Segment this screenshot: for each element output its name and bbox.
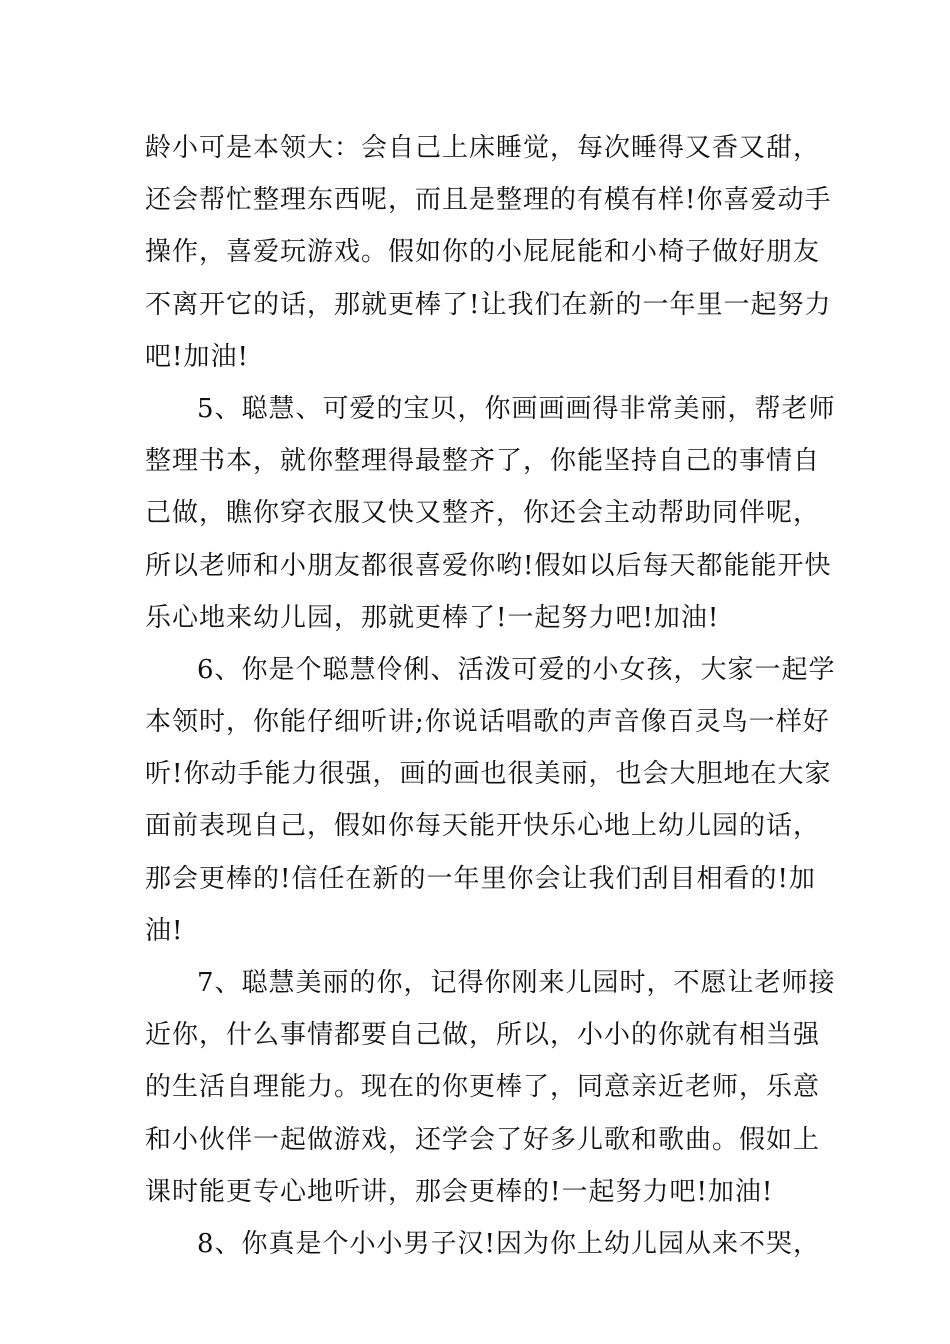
text-line: 乐心地来幼儿园，那就更棒了!一起努力吧!加油! <box>145 602 720 633</box>
text-line: 油! <box>145 915 184 946</box>
text-line: 近你，什么事情都要自己做，所以，小小的你就有相当强 <box>145 1020 821 1051</box>
text-line: 龄小可是本领大：会自己上床睡觉，每次睡得又香又甜， <box>145 133 821 163</box>
paragraph-6-start: 6、你是个聪慧伶俐、活泼可爱的小女孩，大家一起学 <box>197 654 836 685</box>
paragraph-5-start: 5、聪慧、可爱的宝贝，你画画画得非常美丽，帮老师 <box>197 393 836 424</box>
text-line: 的生活自理能力。现在的你更棒了，同意亲近老师，乐意 <box>145 1072 821 1103</box>
text-line: 课时能更专心地听讲，那会更棒的!一起努力吧!加油! <box>145 1176 774 1207</box>
paragraph-7-start: 7、聪慧美丽的你，记得你刚来儿园时，不愿让老师接 <box>197 968 836 998</box>
text-line: 本领时，你能仔细听讲;你说话唱歌的声音像百灵鸟一样好 <box>145 707 830 738</box>
text-line: 还会帮忙整理东西呢，而且是整理的有模有样!你喜爱动手 <box>145 185 832 216</box>
text-line: 吧!加油! <box>145 341 249 372</box>
paragraph-8-start: 8、你真是个小小男子汉!因为你上幼儿园从来不哭， <box>197 1228 820 1259</box>
text-line: 面前表现自己，假如你每天能开快乐心地上幼儿园的话， <box>145 811 821 842</box>
document-body <box>145 126 836 1274</box>
text-line: 己做，瞧你穿衣服又快又整齐，你还会主动帮助同伴呢， <box>145 498 821 529</box>
text-line: 整理书本，就你整理得最整齐了，你能坚持自己的事情自 <box>145 446 821 477</box>
text-line: 那会更棒的!信任在新的一年里你会让我们刮目相看的!加 <box>145 863 816 894</box>
text-line: 操作，喜爱玩游戏。假如你的小屁屁能和小椅子做好朋友 <box>145 237 821 268</box>
text-line: 听!你动手能力很强，画的画也很美丽，也会大胆地在大家 <box>145 759 832 790</box>
text-line: 不离开它的话，那就更棒了!让我们在新的一年里一起努力 <box>145 289 832 320</box>
text-line: 和小伙伴一起做游戏，还学会了好多儿歌和歌曲。假如上 <box>145 1124 821 1155</box>
text-line: 所以老师和小朋友都很喜爱你哟!假如以后每天都能能开快 <box>145 550 832 581</box>
